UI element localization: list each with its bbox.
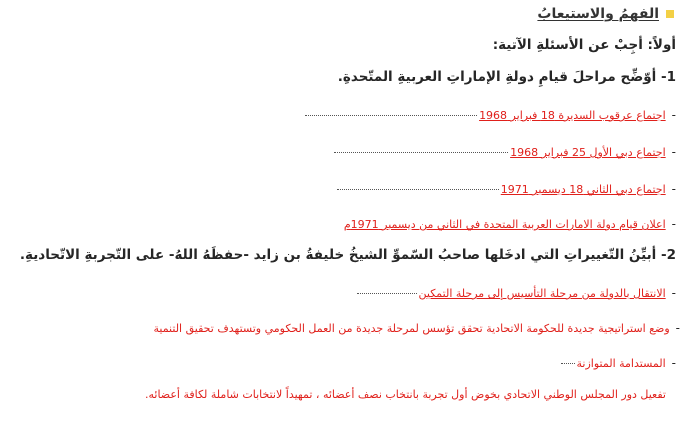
question-1: 1- أوّضِّح مراحلَ قيامِ دولةِ الإماراتِ العربيةِ المتّحدةِ. (337, 69, 676, 85)
answer-text: الانتقال بالدولة من مرحلة التأسيس إلى مرحلة التمكين (418, 287, 666, 300)
answer-text: وضع استراتيجية جديدة للحكومة الاتحادية تحقق تؤسس لمرحلة جديدة من العمل الحكومي وتستهدف تحقيق التنمية (153, 322, 670, 335)
square-bullet-icon (666, 10, 674, 18)
section-header (537, 6, 674, 22)
dash-marker: - (671, 108, 676, 122)
question-2: 2- أبيِّنُ التّغييراتِ التي ادخَلها صاحبُ السّموِّ الشيخُ خليفةُ بن زايد -حفظَهُ اللهُ- على التّجربةِ الاتّحاديةِ. (19, 247, 676, 263)
answer-text: تفعيل دور المجلس الوطني الاتحادي بخوض أول تجربة بانتخاب نصف أعضائه ، تمهيداً لانتخابات شاملة لكافة أعضائه. (145, 388, 666, 401)
answer-text: اجتماع دبي الأول 25 فبراير 1968 (510, 146, 666, 159)
dash-marker: - (671, 356, 676, 370)
answer-line (357, 286, 676, 300)
dotted-fill-line (305, 114, 477, 116)
dash-marker: - (671, 217, 676, 231)
dotted-fill-line (561, 362, 575, 364)
answer-line (344, 217, 676, 231)
dash-marker: - (671, 286, 676, 300)
answer-line (337, 182, 676, 196)
answer-text: اعلان قيام دولة الامارات العربية المتحدة في الثاني من ديسمبر 1971م (343, 218, 666, 231)
answer-text: اجتماع دبي الثاني 18 ديسمبر 1971 (500, 183, 666, 196)
answer-line (145, 388, 666, 401)
answer-line (153, 321, 680, 335)
dash-marker: - (671, 145, 676, 159)
answer-text: المستدامة المتوازنة (576, 357, 666, 370)
dash-marker: - (671, 182, 676, 196)
section-title: الفهمُ والاستيعابُ (537, 6, 659, 22)
dotted-fill-line (334, 151, 508, 153)
dotted-fill-line (337, 188, 499, 190)
answer-line (334, 145, 676, 159)
instruction-text: أولاً: أجِبْ عن الأسئلةِ الآتية: (492, 37, 676, 53)
dotted-fill-line (357, 292, 417, 294)
dash-marker: - (675, 321, 680, 335)
answer-line (305, 108, 676, 122)
answer-text: اجتماع عرقوب السديرة 18 فبراير 1968 (479, 109, 666, 122)
answer-line (561, 356, 676, 370)
